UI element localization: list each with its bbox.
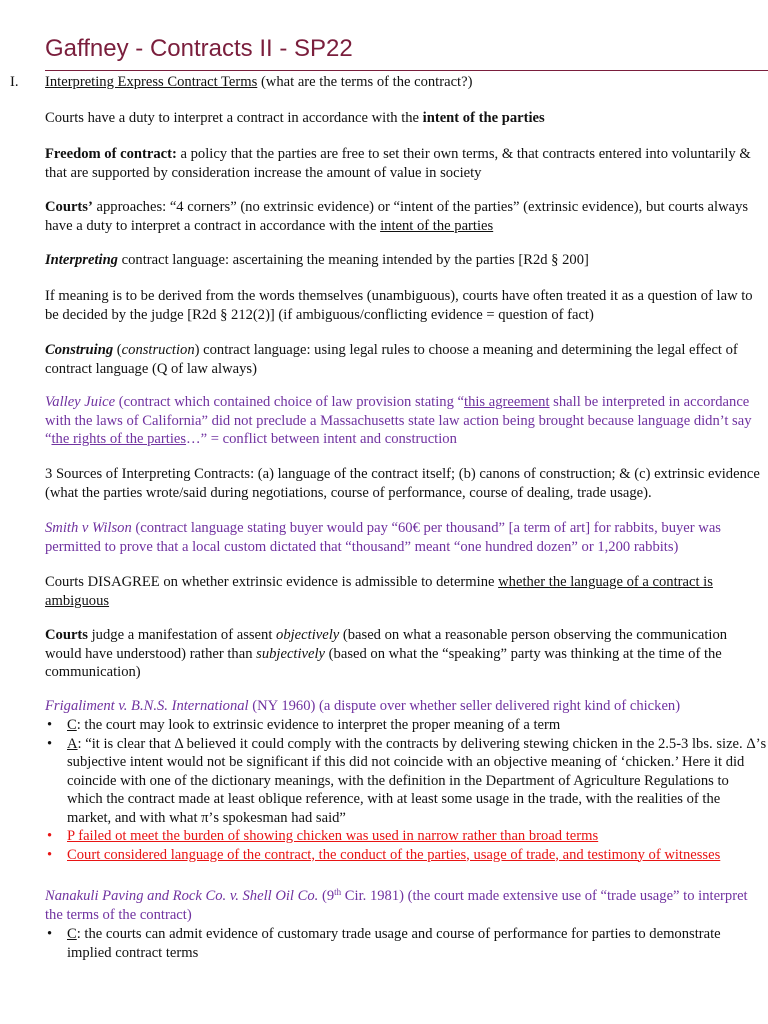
- case-text: (contract language stating buyer would pay “60€ per thousand” [a term of art] for rabbits, buyer was permitted to prove that a local custom dictated that “thousand” meant “one hundred dozen” or 1,200 rabbits): [45, 520, 721, 555]
- list-item: [45, 827, 767, 846]
- bullet-icon: •: [47, 735, 53, 752]
- paragraph-meaning-from-words: If meaning is to be derived from the words themselves (unambiguous), courts have often treated it as a question of law to be decided by the judge [R2d § 212(2)] (if ambiguous/conflicting evidence = question of fact): [45, 288, 753, 323]
- bullet-icon: •: [47, 846, 53, 863]
- bullet-label: C: [67, 926, 77, 942]
- paragraph-interpreting: [45, 251, 765, 270]
- case-name: Frigaliment v. B.N.S. International: [45, 698, 249, 714]
- case-text: …” = conflict between intent and construction: [186, 431, 457, 447]
- paragraph-duty: [45, 109, 765, 128]
- list-item: [45, 735, 767, 828]
- bullet-text: : the courts can admit evidence of customary trade usage and course of performance for parties to demonstrate implied contract terms: [67, 926, 721, 961]
- list-item: [45, 846, 767, 865]
- paragraph-text: Courts have a duty to interpret a contract in accordance with the: [45, 110, 423, 126]
- paragraph-freedom-of-contract: [45, 145, 765, 182]
- paragraph-term: Construing: [45, 342, 114, 358]
- paragraph-construing: [45, 341, 765, 378]
- bullet-text: P failed ot meet the burden of showing chicken was used in narrow rather than broad terms: [67, 828, 599, 844]
- paragraph-italic: construction: [121, 342, 195, 358]
- document-title: Gaffney - Contracts II - SP22: [45, 35, 353, 62]
- bullet-text: : the court may look to extrinsic evidence to interpret the proper meaning of a term: [76, 717, 561, 733]
- paragraph-text: a policy that the parties are free to set their own terms, & that contracts entered into voluntarily & that are supported by consideration increase the amount of value in society: [45, 146, 751, 181]
- paragraph-bold: Courts’: [45, 199, 93, 215]
- frigaliment-bullet-list: [45, 716, 767, 864]
- section-heading: [45, 73, 765, 92]
- case-text: (contract which contained choice of law provision stating “: [115, 394, 465, 410]
- paragraph-underlined: whether the language of a contract is ambiguous: [45, 574, 713, 609]
- paragraph-underlined: intent of the parties: [380, 217, 494, 234]
- section-heading-title: Interpreting Express Contract Terms: [45, 74, 258, 90]
- bullet-label: C: [67, 717, 77, 733]
- paragraph-text: (based on what the “speaking” party was thinking at the time of the communication): [45, 645, 722, 680]
- paragraph-italic: subjectively: [256, 645, 326, 662]
- paragraph-courts-disagree: [45, 573, 765, 610]
- case-text: (9: [318, 888, 335, 904]
- paragraph-courts-approaches: [45, 198, 765, 235]
- case-superscript: th: [334, 887, 342, 897]
- bullet-icon: •: [47, 828, 53, 844]
- case-valley-juice: [45, 393, 765, 449]
- paragraph-bold: Courts: [45, 627, 88, 643]
- case-nanakuli: [45, 887, 765, 924]
- case-text: (NY 1960) (a dispute over whether seller delivered right kind of chicken): [248, 698, 681, 714]
- section-heading-note: (what are the terms of the contract?): [257, 74, 473, 90]
- bullet-text: Court considered language of the contract, the conduct of the parties, usage of trade, and testimony of witnesses: [67, 846, 721, 863]
- bullet-label: A: [67, 735, 78, 752]
- nanakuli-bullet-list: [45, 925, 767, 962]
- paragraph-three-sources: 3 Sources of Interpreting Contracts: (a) language of the contract itself; (b) canons of construction; & (c) extrinsic evidence (what the parties wrote/said during negotiations, course of performance, course of dealing, trade usage).: [45, 466, 760, 501]
- case-name: Smith v Wilson: [45, 520, 132, 536]
- paragraph-bold: intent of the parties: [422, 110, 545, 126]
- paragraph-text: (based on what a reasonable person observing the communication would have understood) rather than: [45, 627, 728, 662]
- paragraph-text: contract language: ascertaining the meaning intended by the parties [R2d § 200]: [117, 252, 589, 268]
- case-frigaliment: [45, 697, 765, 716]
- paragraph-text: (: [113, 342, 122, 358]
- case-text: shall be interpreted in accordance with the laws of California” did not preclude a Massachusetts state law action being brought because language didn’t say “: [45, 394, 752, 447]
- case-text: Cir. 1981) (the court made extensive use of “trade usage” to interpret the terms of the contract): [45, 888, 748, 923]
- paragraph-text: Courts DISAGREE on whether extrinsic evidence is admissible to determine: [45, 574, 499, 590]
- bullet-icon: •: [47, 717, 53, 733]
- list-item: [45, 925, 767, 962]
- case-smith-v-wilson: [45, 519, 765, 556]
- case-name: Valley Juice: [45, 394, 116, 410]
- case-underlined: the rights of the parties: [51, 431, 187, 447]
- paragraph-text: judge a manifestation of assent: [87, 627, 277, 643]
- title-rule: [45, 70, 768, 71]
- paragraph-term: Interpreting: [45, 252, 118, 268]
- section-number: I.: [10, 74, 19, 90]
- paragraph-text: approaches: “4 corners” (no extrinsic evidence) or “intent of the parties” (extrinsic evidence), but courts always have a duty to interpret a contract in accordance with the: [45, 199, 749, 234]
- bullet-icon: •: [47, 926, 53, 942]
- case-name: Nanakuli Paving and Rock Co. v. Shell Oil Co.: [45, 888, 319, 904]
- list-item: [45, 716, 767, 735]
- paragraph-manifestation-of-assent: [45, 626, 765, 682]
- paragraph-italic: objectively: [276, 627, 340, 643]
- paragraph-text: ) contract language: using legal rules to choose a meaning and determining the legal effect of contract language (Q of law always): [45, 342, 738, 377]
- paragraph-bold: Freedom of contract:: [45, 146, 177, 162]
- bullet-text: : “it is clear that Δ believed it could comply with the contracts by delivering stewing chicken in the 2.5-3 lbs. size. Δ’s subjective intent would not be significant if this did not coincide with an objective meaning of ‘chicken.’ Here it did coincide with one of the dictionary meanings, with the definition in the Department of Agriculture Regulations to which the contract made at least oblique reference, with at least some usage in the trade, with the realities of the market, and with what π’s spokesman had said”: [67, 735, 767, 826]
- case-underlined: this agreement: [464, 394, 550, 410]
